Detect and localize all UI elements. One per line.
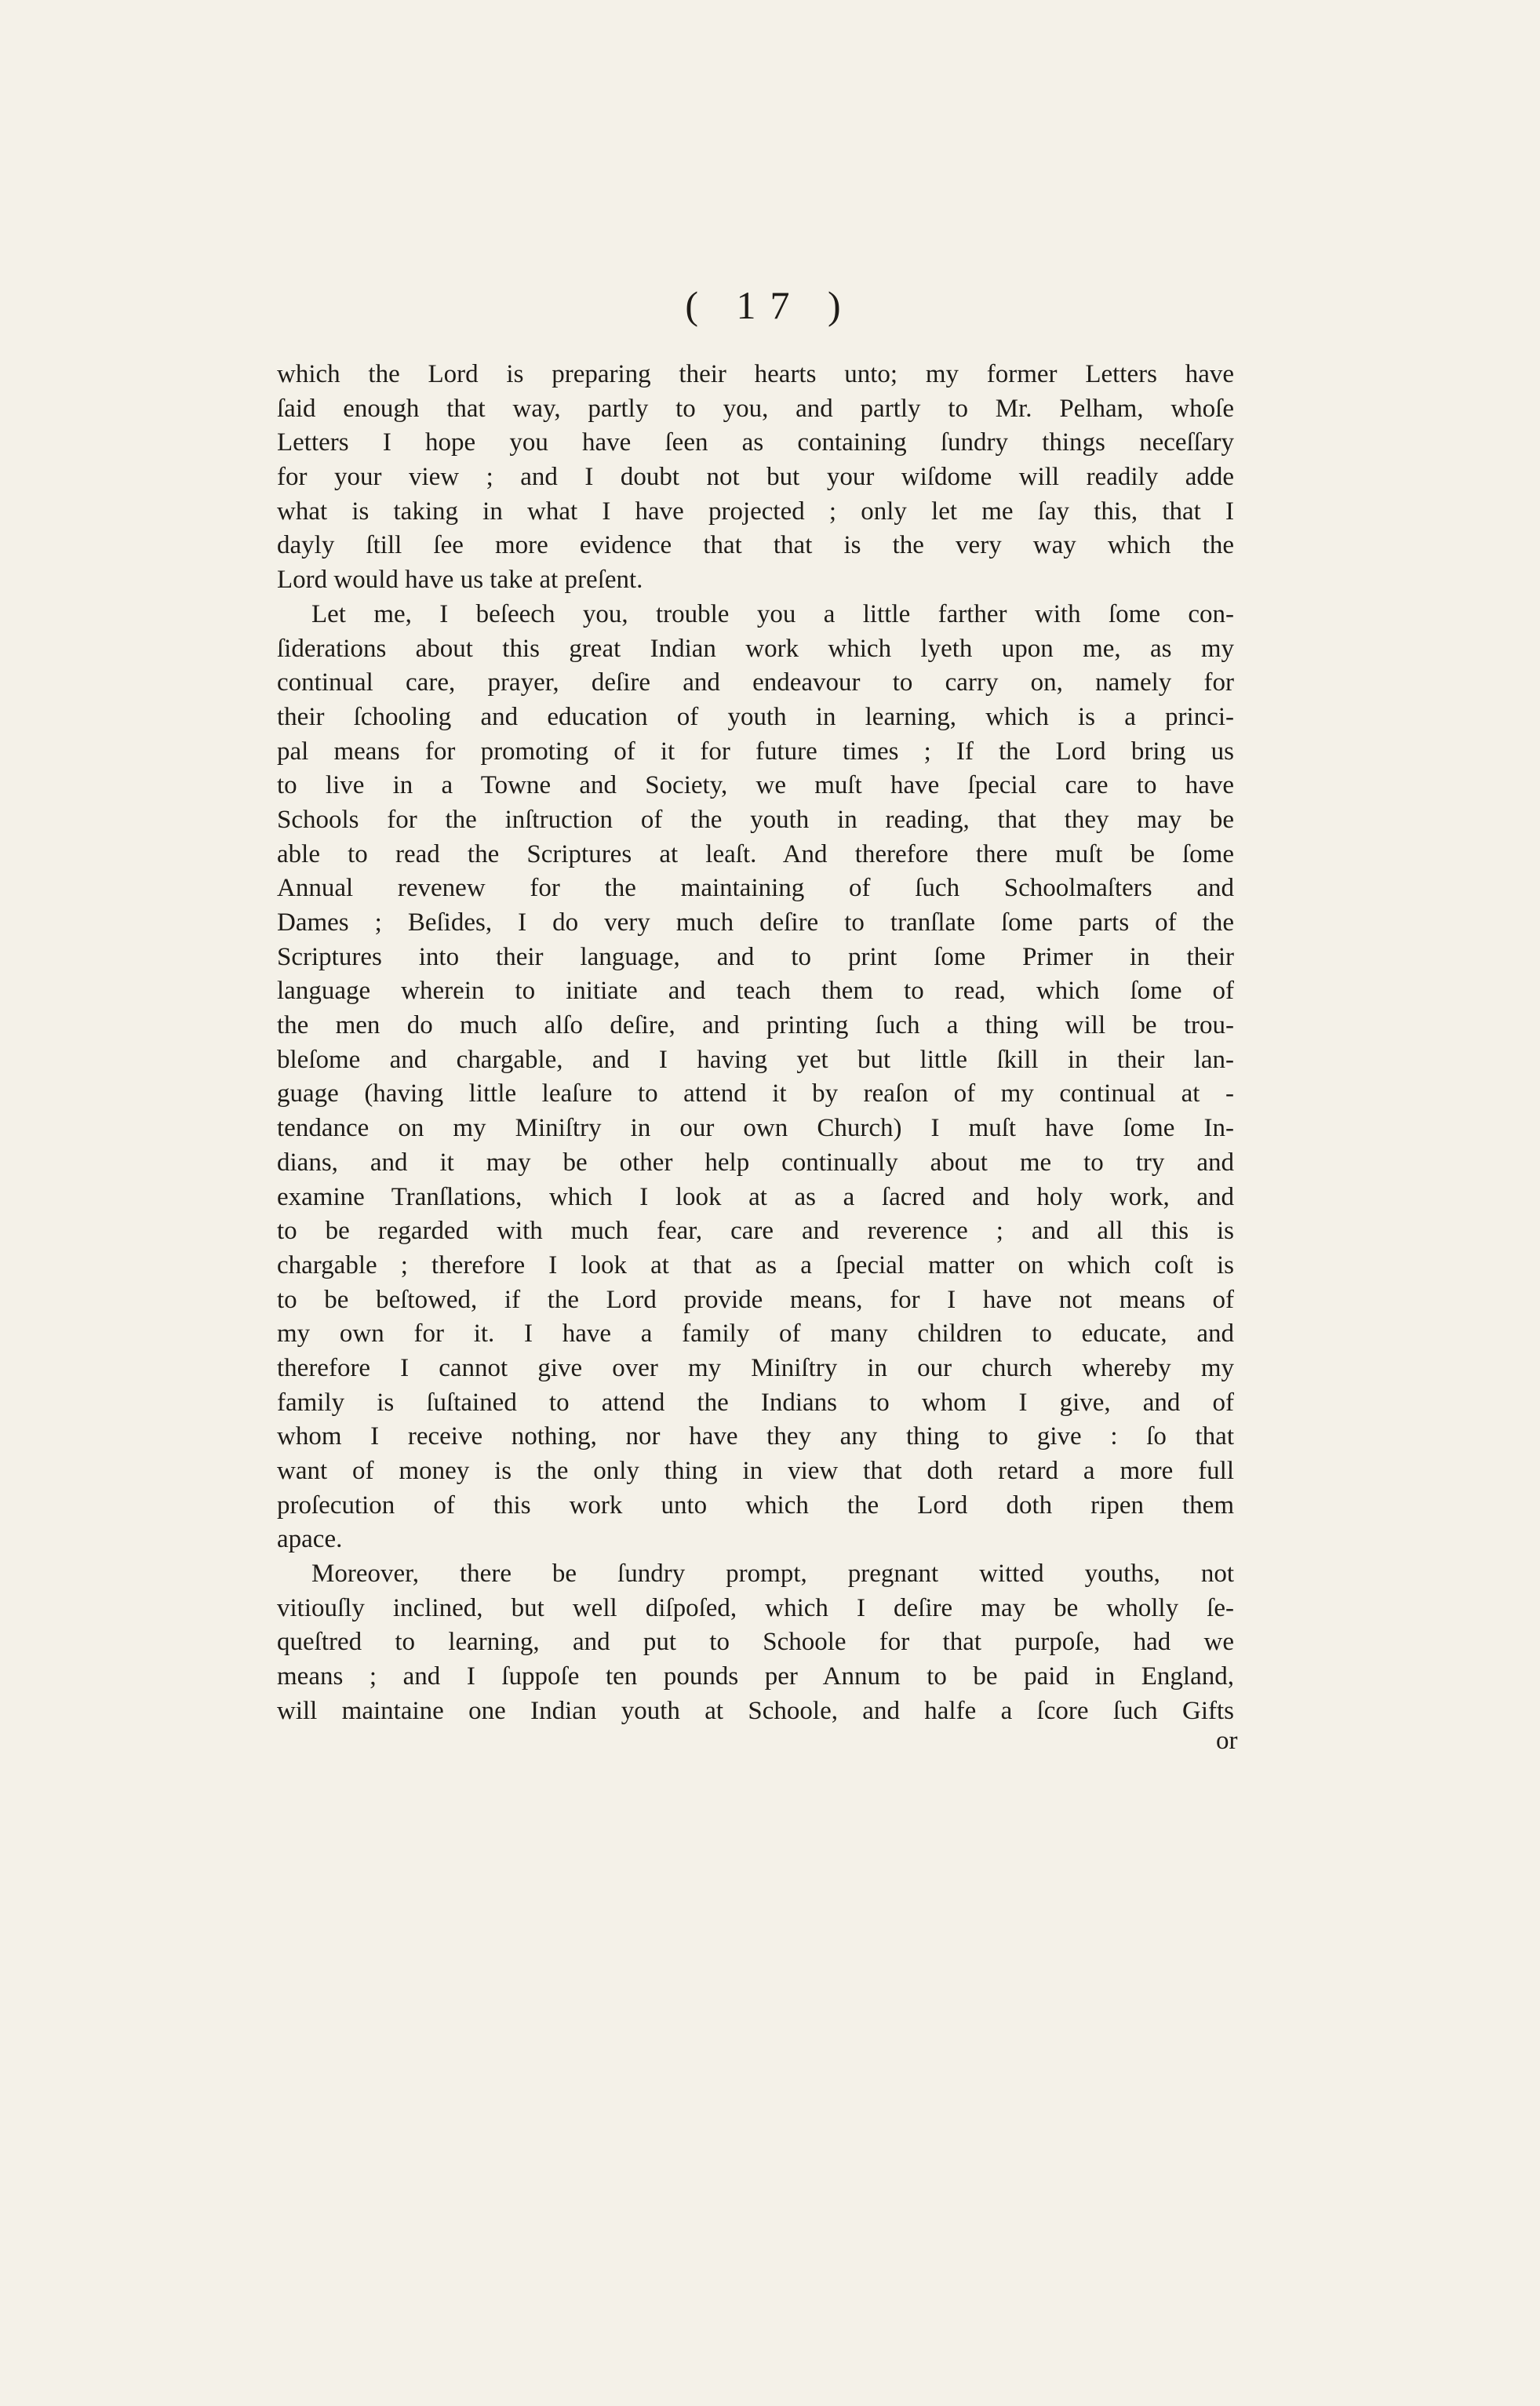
text-line: therefore I cannot give over my Miniſtry in our church whereby my bbox=[277, 1353, 1234, 1382]
text-line: vitiouſly inclined, but well diſpoſed, which I deſire may be wholly ſe- bbox=[277, 1593, 1234, 1622]
text-line: continual care, prayer, deſire and endeavour to carry on, namely for bbox=[277, 668, 1234, 697]
text-line: will maintaine one Indian youth at Schoole, and halfe a ſcore ſuch Gifts bbox=[277, 1696, 1234, 1725]
text-line: Let me, I beſeech you, trouble you a little farther with ſome con- bbox=[311, 599, 1234, 628]
text-line: pal means for promoting of it for future times ; If the Lord bring us bbox=[277, 737, 1234, 766]
text-line: queſtred to learning, and put to Schoole for that purpoſe, had we bbox=[277, 1628, 1234, 1657]
text-line: examine Tranſlations, which I look at as a ſacred and holy work, and bbox=[277, 1182, 1234, 1211]
text-line: Schools for the inſtruction of the youth in reading, that they may be bbox=[277, 805, 1234, 834]
text-line: to live in a Towne and Society, we muſt have ſpecial care to have bbox=[277, 771, 1234, 800]
text-line: language wherein to initiate and teach them to read, which ſome of bbox=[277, 977, 1234, 1006]
text-line: able to read the Scriptures at leaſt. And therefore there muſt be ſome bbox=[277, 839, 1234, 868]
text-line: proſecution of this work unto which the Lord doth ripen them bbox=[277, 1491, 1234, 1520]
page-number: ( 17 ) bbox=[685, 283, 855, 327]
text-line: means ; and I ſuppoſe ten pounds per Annum to be paid in England, bbox=[277, 1662, 1234, 1691]
text-line: dayly ſtill ſee more evidence that that is the very way which the bbox=[277, 531, 1234, 560]
text-line: want of money is the only thing in view that doth retard a more full bbox=[277, 1457, 1234, 1485]
text-line: ſaid enough that way, partly to you, and partly to Mr. Pelham, whoſe bbox=[277, 394, 1234, 423]
text-line: to be regarded with much fear, care and reverence ; and all this is bbox=[277, 1217, 1234, 1246]
text-line: Dames ; Beſides, I do very much deſire to tranſlate ſome parts of the bbox=[277, 908, 1234, 937]
text-line: the men do much alſo deſire, and printing ſuch a thing will be trou- bbox=[277, 1011, 1234, 1040]
catchword: or bbox=[1216, 1727, 1238, 1755]
text-line: Annual revenew for the maintaining of ſuch Schoolmaſters and bbox=[277, 874, 1234, 903]
text-line: whom I receive nothing, nor have they any thing to give : ſo that bbox=[277, 1422, 1234, 1451]
text-line: bleſome and chargable, and I having yet but little ſkill in their lan- bbox=[277, 1045, 1234, 1074]
body-text bbox=[277, 358, 1234, 1729]
text-line: Letters I hope you have ſeen as containing ſundry things neceſſary bbox=[277, 428, 1234, 457]
text-line: ſiderations about this great Indian work which lyeth upon me, as my bbox=[277, 634, 1234, 663]
text-line: dians, and it may be other help continually about me to try and bbox=[277, 1148, 1234, 1177]
text-line: tendance on my Miniſtry in our own Church) I muſt have ſome In- bbox=[277, 1114, 1234, 1143]
text-line: family is ſuſtained to attend the Indians to whom I give, and of bbox=[277, 1388, 1234, 1417]
text-line: Moreover, there be ſundry prompt, pregnant witted youths, not bbox=[311, 1560, 1234, 1589]
text-line: which the Lord is preparing their hearts unto; my former Letters have bbox=[277, 360, 1234, 388]
text-line: Scriptures into their language, and to print ſome Primer in their bbox=[277, 942, 1234, 971]
text-line: chargable ; therefore I look at that as a ſpecial matter on which coſt is bbox=[277, 1250, 1234, 1279]
text-line: apace. bbox=[277, 1525, 343, 1554]
text-line: to be beſtowed, if the Lord provide means, for I have not means of bbox=[277, 1285, 1234, 1314]
text-line: what is taking in what I have projected ; only let me ſay this, that I bbox=[277, 497, 1234, 526]
text-line: my own for it. I have a family of many children to educate, and bbox=[277, 1319, 1234, 1349]
text-line: their ſchooling and education of youth in learning, which is a princi- bbox=[277, 702, 1234, 731]
text-line: guage (having little leaſure to attend it by reaſon of my continual at - bbox=[277, 1079, 1234, 1108]
text-line: Lord would have us take at preſent. bbox=[277, 566, 643, 595]
text-line: for your view ; and I doubt not but your wiſdome will readily adde bbox=[277, 463, 1234, 492]
